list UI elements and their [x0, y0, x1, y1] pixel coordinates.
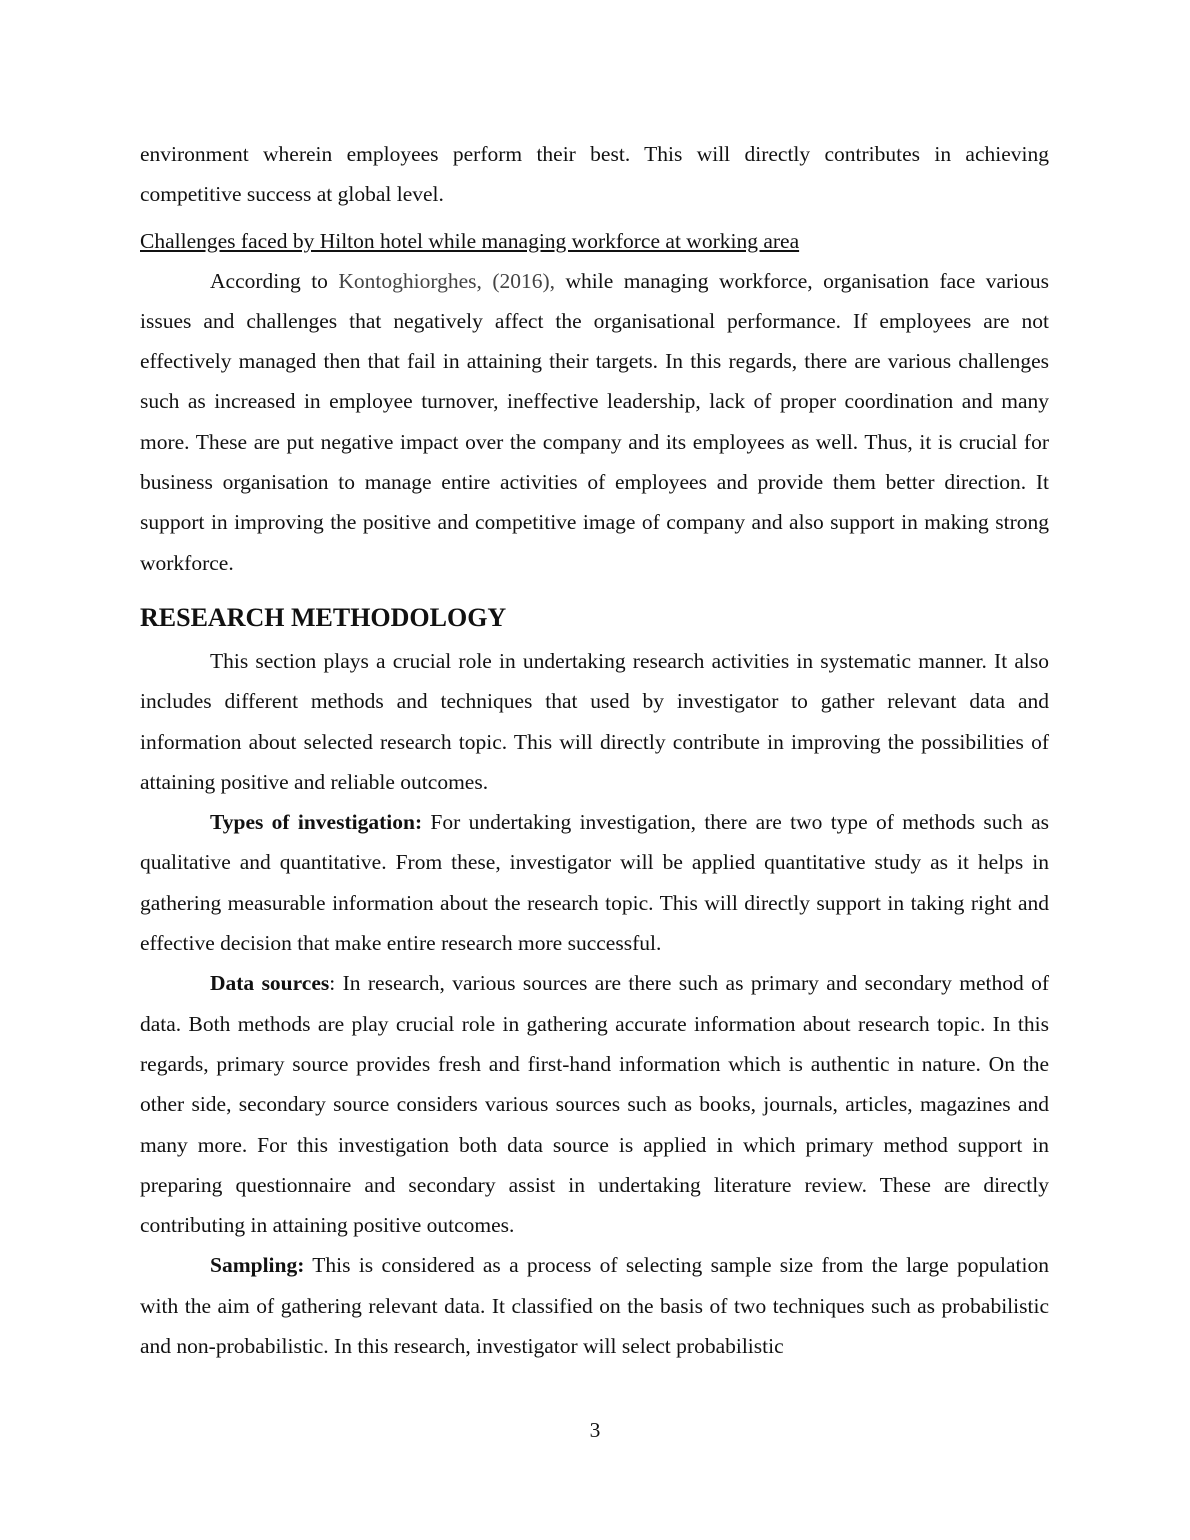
document-page [140, 134, 1049, 1366]
sampling-paragraph [140, 1245, 1049, 1366]
methodology-intro-paragraph: This section plays a crucial role in undertaking research activities in systematic manner. It also includes different methods and techniques that used by investigator to gather relevant data and information about selected research topic. This will directly contribute in improving the possibilities of attaining positive and reliable outcomes. [140, 648, 1049, 794]
citation-kontoghiorghes: Kontoghiorghes, (2016), [338, 268, 556, 293]
data-sources-paragraph [140, 963, 1049, 1245]
challenges-text-rest: while managing workforce, organisation face various issues and challenges that negatively affect the organisational performance. If employees are not effectively managed then that fail in attaining their targets. In this regards, there are various challenges such as increased in employee turnover, ineffective leadership, lack of proper coordination and many more. These are put negative impact over the company and its employees as well. Thus, it is crucial for business organisation to manage entire activities of employees and provide them better direction. It support in improving the positive and competitive image of company and also support in making strong workforce. [140, 268, 1049, 575]
types-of-investigation-paragraph [140, 802, 1049, 963]
types-of-investigation-label: Types of investigation: [210, 810, 423, 835]
challenges-subheading: Challenges faced by Hilton hotel while managing workforce at working area [140, 228, 800, 253]
intro-paragraph: environment wherein employees perform their best. This will directly contributes in achieving competitive success at global level. [140, 142, 1049, 207]
data-sources-text: : In research, various sources are there such as primary and secondary method of data. Both methods are play crucial role in gathering accurate information about research topic. In this regards, primary source provides fresh and first-hand information which is authentic in nature. On the other side, secondary source considers various sources such as books, journals, articles, magazines and many more. For this investigation both data source is applied in which primary method support in preparing questionnaire and secondary assist in undertaking literature review. These are directly contributing in attaining positive outcomes. [140, 971, 1049, 1238]
data-sources-label: Data sources [210, 971, 330, 996]
research-methodology-heading: RESEARCH METHODOLOGY [140, 602, 507, 632]
sampling-text: This is considered as a process of selecting sample size from the large population with the aim of gathering relevant data. It classified on the basis of two techniques such as probabilistic and non-probabilistic. In this research, investigator will select probabilistic [140, 1253, 1049, 1359]
challenges-paragraph [140, 261, 1049, 583]
challenges-text-start: According to [210, 268, 339, 293]
types-of-investigation-text: For undertaking investigation, there are two type of methods such as qualitative and quantitative. From these, investigator will be applied quantitative study as it helps in gathering measurable information about the research topic. This will directly support in taking right and effective decision that make entire research more successful. [140, 810, 1049, 956]
sampling-label: Sampling: [210, 1253, 305, 1278]
page-number: 3 [589, 1418, 601, 1442]
